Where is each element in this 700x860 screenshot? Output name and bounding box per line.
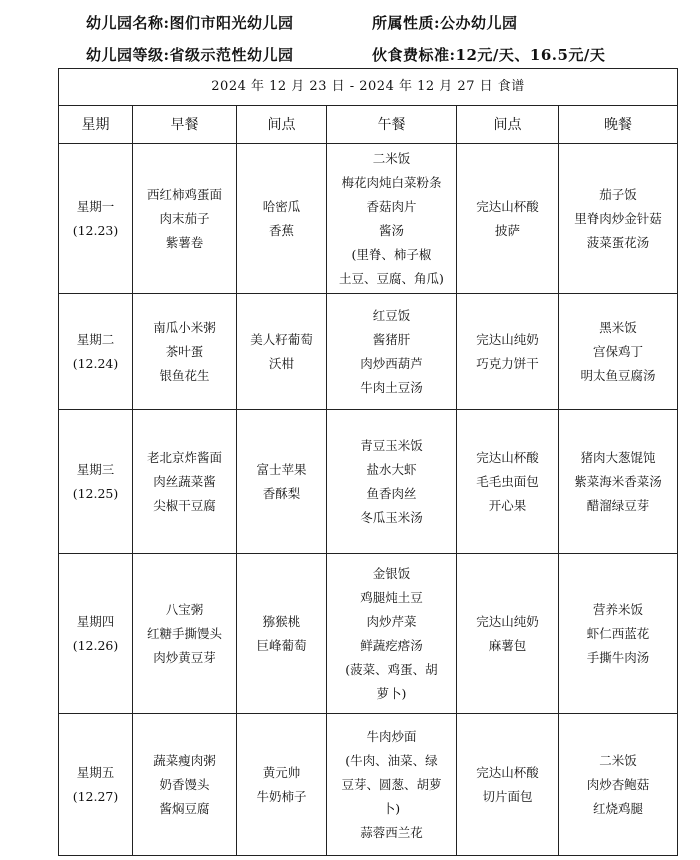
dinner-cell — [559, 714, 678, 856]
menu-line: 冬瓜玉米汤 — [360, 509, 423, 525]
menu-line: 鲜蔬疙瘩汤 — [360, 637, 423, 653]
afternoon-snack-cell — [457, 554, 559, 714]
lunch-cell — [327, 294, 457, 410]
menu-line: 里脊肉炒金针菇 — [574, 210, 662, 226]
column-header-afternoon-snack: 间点 — [457, 106, 559, 144]
menu-line: 肉炒杏鲍菇 — [586, 776, 650, 792]
menu-line: 二米饭 — [599, 752, 637, 768]
afternoon-snack-cell — [457, 294, 559, 410]
menu-line: 鱼香肉丝 — [366, 485, 417, 501]
menu-line: 巧克力饼干 — [476, 355, 539, 371]
morning-snack-cell — [237, 554, 327, 714]
menu-line: 二米饭 — [372, 150, 411, 166]
menu-line: 金银饭 — [372, 565, 411, 581]
dinner-cell — [559, 294, 678, 410]
weekly-menu-table — [58, 68, 678, 856]
menu-line: 肉末茄子 — [159, 210, 210, 226]
menu-line: 酱焖豆腐 — [159, 800, 210, 816]
nature-value: 公办幼儿园 — [440, 14, 518, 32]
table-header-row — [59, 106, 678, 144]
menu-line: 茄子饭 — [599, 186, 637, 202]
menu-line: (12.27) — [72, 788, 119, 804]
menu-line: 鸡腿炖土豆 — [360, 589, 423, 605]
table-row — [59, 714, 678, 856]
meal-fee — [372, 44, 605, 65]
menu-line: 茶叶蛋 — [165, 343, 204, 359]
menu-line: 哈密瓜 — [262, 198, 301, 214]
name-value: 图们市阳光幼儿园 — [169, 14, 294, 32]
table-row — [59, 294, 678, 410]
menu-line: 猪肉大葱馄饨 — [580, 449, 656, 465]
menu-line: 香酥梨 — [262, 485, 301, 501]
menu-line: 营养米饭 — [593, 601, 644, 617]
menu-line: 牛肉炒面 — [366, 728, 417, 744]
menu-line: 奶香馒头 — [159, 776, 210, 792]
column-header-dinner: 晚餐 — [559, 106, 678, 144]
menu-line: 完达山纯奶 — [476, 331, 539, 347]
menu-line: (牛肉、油菜、绿 — [345, 752, 438, 768]
menu-line: 星期四 — [76, 613, 115, 629]
menu-line: 红豆饭 — [372, 307, 411, 323]
menu-line: 盐水大虾 — [366, 461, 417, 477]
column-header-day: 星期 — [59, 106, 133, 144]
menu-line: (12.25) — [72, 485, 119, 501]
menu-line: 红糖手撕馒头 — [146, 625, 222, 641]
menu-line: 毛毛虫面包 — [476, 473, 539, 489]
lunch-cell — [327, 144, 457, 294]
menu-line: (菠菜、鸡蛋、胡 — [345, 661, 438, 677]
menu-line: 香菇肉片 — [366, 198, 417, 214]
menu-body — [59, 144, 678, 856]
menu-line: 完达山杯酸 — [476, 198, 539, 214]
fee-value: 12元/天、16.5元/天 — [455, 46, 606, 64]
menu-line: 宫保鸡丁 — [593, 343, 644, 359]
dinner-cell — [559, 144, 678, 294]
menu-line: 黑米饭 — [599, 319, 637, 335]
menu-line: 肉丝蔬菜酱 — [153, 473, 216, 489]
menu-line: 土豆、豆腐、角瓜) — [339, 270, 444, 286]
menu-line: 蒜蓉西兰花 — [360, 824, 423, 840]
menu-line: 酱汤 — [378, 222, 404, 238]
breakfast-cell — [133, 294, 237, 410]
menu-line: 香蕉 — [268, 222, 294, 238]
dinner-cell — [559, 410, 678, 554]
menu-line: 南瓜小米粥 — [153, 319, 216, 335]
morning-snack-cell — [237, 410, 327, 554]
menu-line: 银鱼花生 — [159, 367, 210, 383]
menu-line: 西红柿鸡蛋面 — [146, 186, 222, 202]
menu-line: 巨峰葡萄 — [256, 637, 307, 653]
menu-line: 麻薯包 — [488, 637, 527, 653]
menu-line: 八宝粥 — [165, 601, 204, 617]
morning-snack-cell — [237, 714, 327, 856]
table-row — [59, 410, 678, 554]
menu-line: 蔬菜瘦肉粥 — [153, 752, 216, 768]
day-cell — [59, 144, 133, 294]
breakfast-cell — [133, 714, 237, 856]
menu-line: 完达山纯奶 — [476, 613, 539, 629]
menu-date-range-title: 2024 年 12 月 23 日 - 2024 年 12 月 27 日 食谱 — [59, 69, 678, 106]
kindergarten-grade — [86, 44, 294, 65]
menu-line: 开心果 — [488, 497, 527, 513]
lunch-cell — [327, 410, 457, 554]
menu-line: 青豆玉米饭 — [360, 437, 423, 453]
menu-line: 星期五 — [76, 764, 115, 780]
day-cell — [59, 554, 133, 714]
breakfast-cell — [133, 410, 237, 554]
menu-line: (12.26) — [72, 637, 119, 653]
menu-line: 肉炒芹菜 — [366, 613, 417, 629]
afternoon-snack-cell — [457, 144, 559, 294]
column-header-lunch: 午餐 — [327, 106, 457, 144]
day-cell — [59, 294, 133, 410]
grade-value: 省级示范性幼儿园 — [169, 46, 294, 64]
menu-line: 明太鱼豆腐汤 — [580, 367, 656, 383]
name-label: 幼儿园名称: — [86, 14, 170, 32]
afternoon-snack-cell — [457, 410, 559, 554]
menu-line: 菠菜蛋花汤 — [586, 234, 650, 250]
menu-line: 完达山杯酸 — [476, 449, 539, 465]
menu-line: (里脊、柿子椒 — [351, 246, 432, 262]
afternoon-snack-cell — [457, 714, 559, 856]
menu-line: 星期三 — [76, 461, 115, 477]
table-row — [59, 554, 678, 714]
nature-label: 所属性质: — [372, 14, 441, 32]
menu-line: 老北京炸酱面 — [146, 449, 222, 465]
menu-line: 切片面包 — [482, 788, 533, 804]
menu-line: 豆芽、圆葱、胡萝 — [341, 776, 442, 792]
menu-line: 红烧鸡腿 — [593, 800, 644, 816]
menu-line: 尖椒干豆腐 — [153, 497, 216, 513]
menu-line: 醋溜绿豆芽 — [586, 497, 650, 513]
menu-line: 富士苹果 — [256, 461, 307, 477]
kindergarten-name — [86, 12, 294, 33]
menu-line: 星期一 — [76, 198, 115, 214]
menu-line: 萝卜) — [376, 685, 407, 701]
menu-line: 梅花肉炖白菜粉条 — [341, 174, 442, 190]
menu-line: 完达山杯酸 — [476, 764, 539, 780]
menu-line: 牛肉土豆汤 — [360, 379, 423, 395]
kindergarten-nature — [372, 12, 518, 33]
menu-line: 牛奶柿子 — [256, 788, 307, 804]
lunch-cell — [327, 554, 457, 714]
menu-line: 虾仁西蓝花 — [586, 625, 650, 641]
menu-line: 肉炒西葫芦 — [360, 355, 423, 371]
menu-line: 黄元帅 — [262, 764, 301, 780]
morning-snack-cell — [237, 294, 327, 410]
column-header-breakfast: 早餐 — [133, 106, 237, 144]
menu-line: (12.24) — [72, 355, 119, 371]
lunch-cell — [327, 714, 457, 856]
menu-line: 紫菜海米香菜汤 — [574, 473, 662, 489]
breakfast-cell — [133, 144, 237, 294]
menu-line: 披萨 — [494, 222, 520, 238]
breakfast-cell — [133, 554, 237, 714]
menu-line: 酱猪肝 — [372, 331, 411, 347]
day-cell — [59, 714, 133, 856]
menu-line: (12.23) — [72, 222, 119, 238]
dinner-cell — [559, 554, 678, 714]
menu-line: 美人籽葡萄 — [250, 331, 313, 347]
menu-line: 猕猴桃 — [262, 613, 301, 629]
grade-label: 幼儿园等级: — [86, 46, 170, 64]
menu-line: 沃柑 — [268, 355, 294, 371]
menu-line: 星期二 — [76, 331, 115, 347]
fee-label: 伙食费标准: — [372, 46, 456, 64]
table-row — [59, 144, 678, 294]
menu-line: 卜) — [382, 800, 401, 816]
menu-line: 手撕牛肉汤 — [586, 649, 650, 665]
menu-line: 肉炒黄豆芽 — [153, 649, 216, 665]
morning-snack-cell — [237, 144, 327, 294]
day-cell — [59, 410, 133, 554]
menu-line: 紫薯卷 — [165, 234, 204, 250]
column-header-morning-snack: 间点 — [237, 106, 327, 144]
